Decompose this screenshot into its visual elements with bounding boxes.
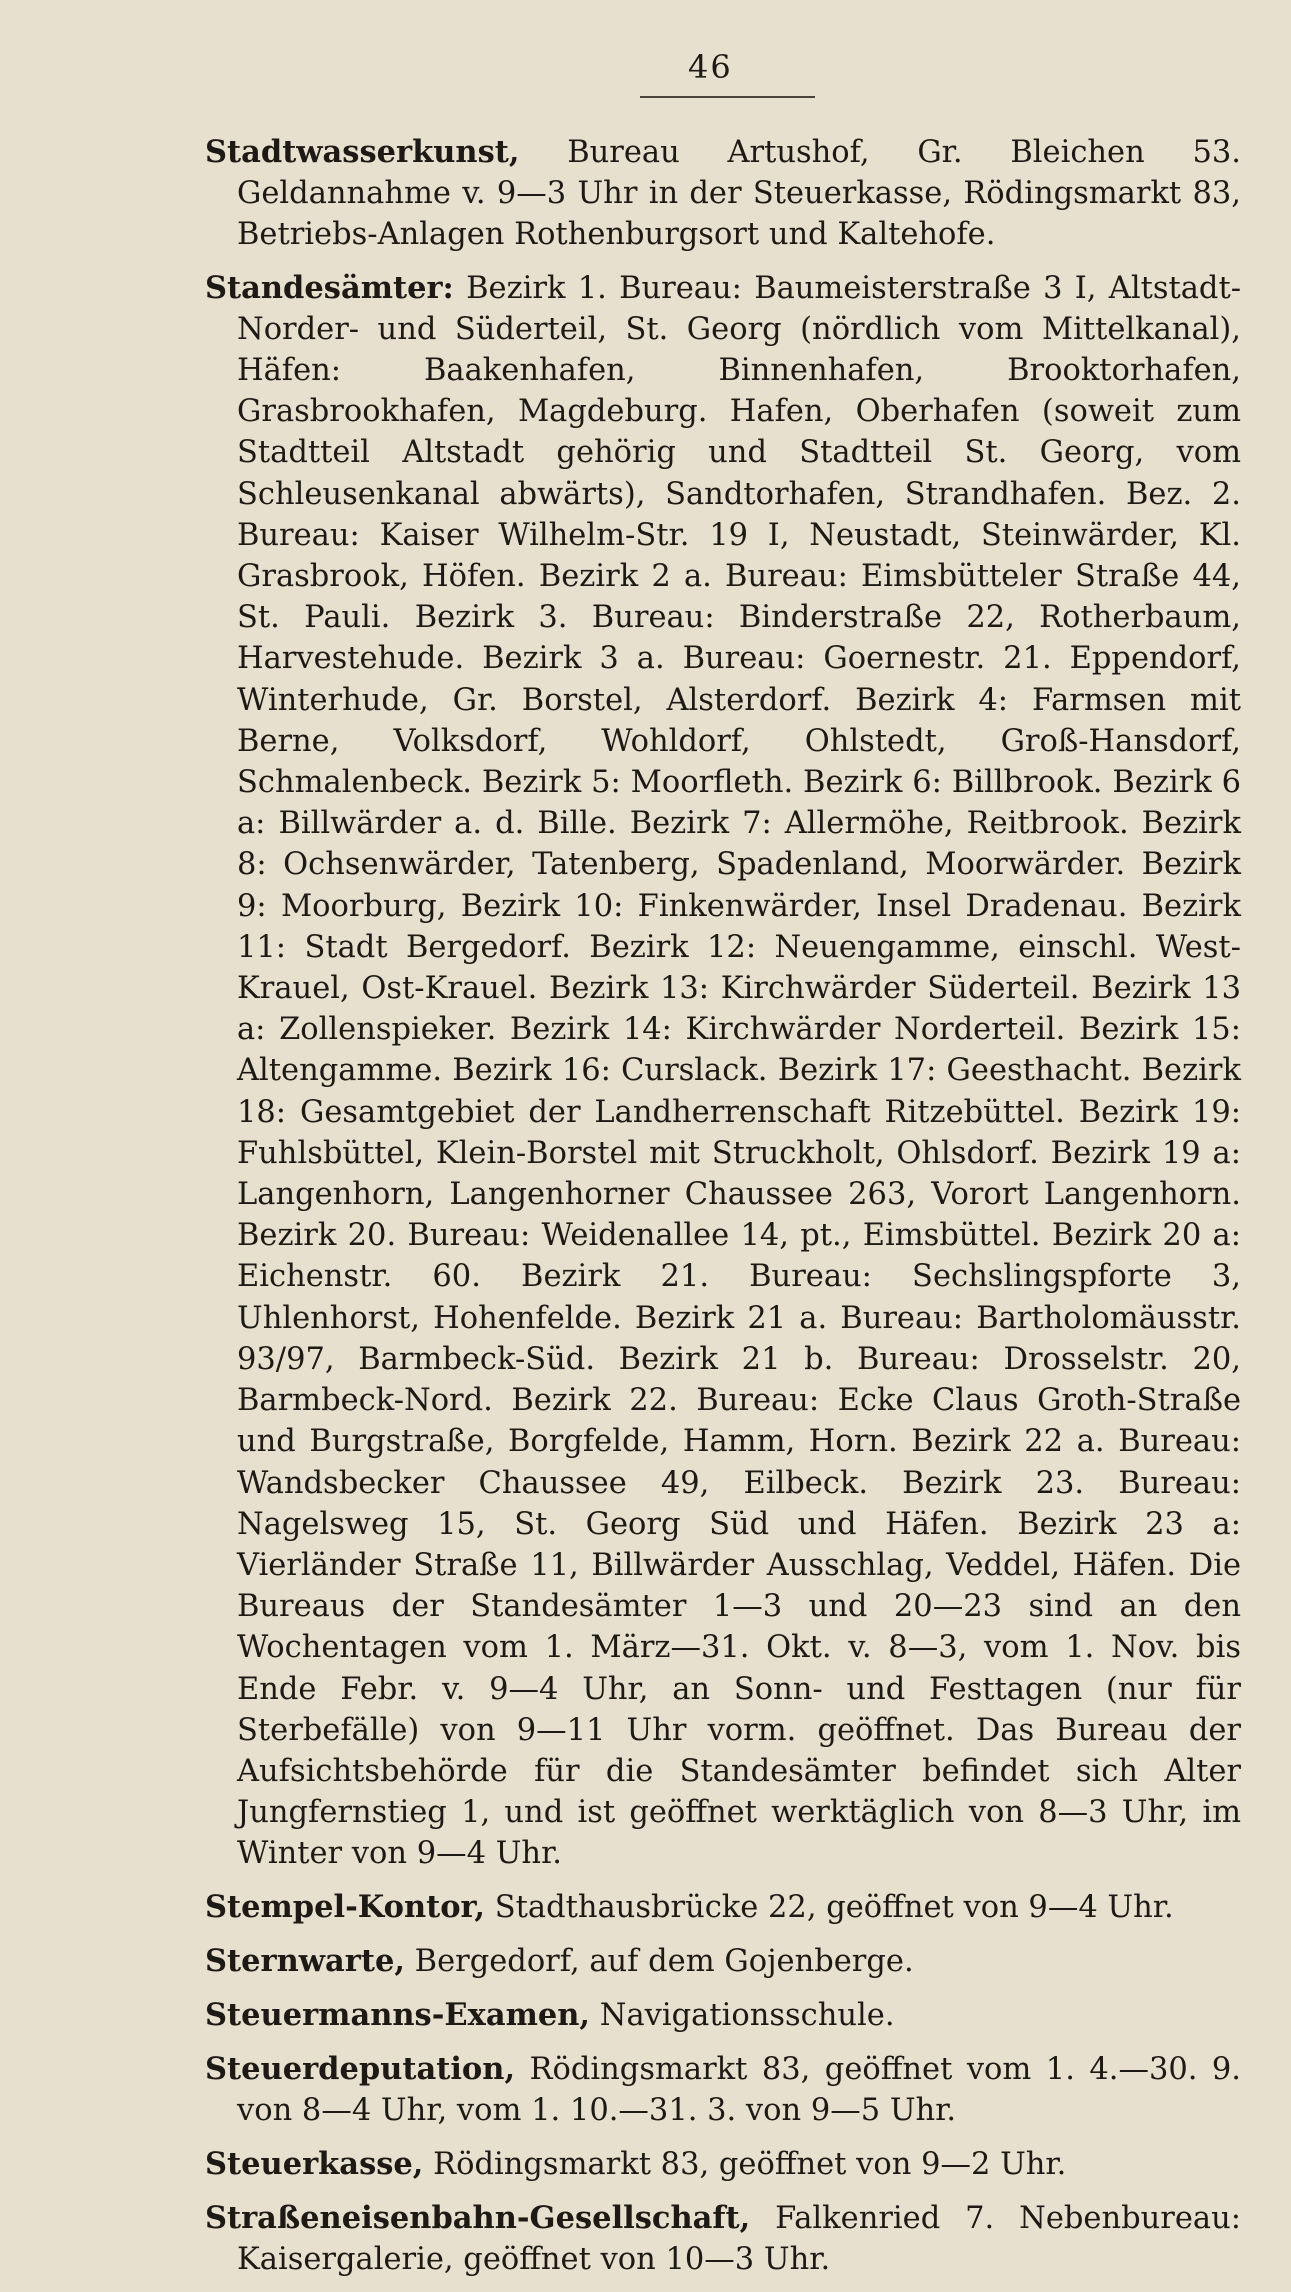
entry-text: Stadthausbrücke 22, geöffnet von 9—4 Uhr. <box>494 1889 1174 1925</box>
entry-term: Standesämter: <box>205 269 454 306</box>
entry-stadtwasserkunst <box>205 132 1241 256</box>
entry-steuerdeputation <box>205 2049 1241 2131</box>
entry-text: Rödingsmarkt 83, geöffnet vom 1. 4.—30. 9. von 8—4 Uhr, vom 1. 10.—31. 3. von 9—5 Uhr. <box>237 2052 1241 2129</box>
entry-stempel-kontor <box>205 1887 1241 1928</box>
entry-text: Bezirk 1. Bureau: Baumeisterstraße 3 I, Altstadt-Norder- und Süderteil, St. Georg (nördlich vom Mittelkanal), Häfen: Baakenhafen, Binnenhafen, Brooktorhafen, Grasbrookhafen, Magdeburg. Hafen, Oberhafen (soweit zum Stadtteil Altstadt gehörig und Stadtteil St. Georg, vom Schleusenkanal abwärts), Sandtorhafen, Strandhafen. Bez. 2. Bureau: Kaiser Wilhelm-Str. 19 I, Neustadt, Steinwärder, Kl. Grasbrook, Höfen. Bezirk 2 a. Bureau: Eimsbütteler Straße 44, St. Pauli. Bezirk 3. Bureau: Binderstraße 22, Rotherbaum, Harvestehude. Bezirk 3 a. Bureau: Goernestr. 21. Eppendorf, Winterhude, Gr. Borstel, Alsterdorf. Bezirk 4: Farmsen mit Berne, Volksdorf, Wohldorf, Ohlstedt, Groß-Hansdorf, Schmalenbeck. Bezirk 5: Moorfleth. Bezirk 6: Billbrook. Bezirk 6 a: Billwärder a. d. Bille. Bezirk 7: Allermöhe, Reitbrook. Bezirk 8: Ochsenwärder, Tatenberg, Spadenland, Moorwärder. Bezirk 9: Moorburg, Bezirk 10: Finkenwärder, Insel Dradenau. Bezirk 11: Stadt Bergedorf. Bezirk 12: Neuengamme, einschl. West-Krauel, Ost-Krauel. Bezirk 13: Kirchwärder Süderteil. Bezirk 13 a: Zollenspieker. Bezirk 14: Kirchwärder Norderteil. Bezirk 15: Altengamme. Bezirk 16: Curslack. Bezirk 17: Geesthacht. Bezirk 18: Gesamtgebiet der Landherrenschaft Ritzebüttel. Bezirk 19: Fuhlsbüttel, Klein-Borstel mit Struckholt, Ohlsdorf. Bezirk 19 a: Langenhorn, Langenhorner Chaussee 263, Vorort Langenhorn. Bezirk 20. Bureau: Weidenallee 14, pt., Eimsbüttel. Bezirk 20 a: Eichenstr. 60. Bezirk 21. Bureau: Sechslingspforte 3, Uhlenhorst, Hohenfelde. Bezirk 21 a. Bureau: Bartholomäusstr. 93/97, Barmbeck-Süd. Bezirk 21 b. Bureau: Drosselstr. 20, Barmbeck-Nord. Bezirk 22. Bureau: Ecke Claus Groth-Straße und Burgstraße, Borgfelde, Hamm, Horn. Bezirk 22 a. Bureau: Wandsbecker Chaussee 49, Eilbeck. Bezirk 23. Bureau: Nagelsweg 15, St. Georg Süd und Häfen. Bezirk 23 a: Vierländer Straße 11, Billwärder Ausschlag, Veddel, Häfen. Die Bureaus der Standesämter 1—3 und 20—23 sind an den Wochentagen vom 1. März—31. Okt. v. 8—3, vom 1. Nov. bis Ende Febr. v. 9—4 Uhr, an Sonn- und Festtagen (nur für Sterbefälle) von 9—11 Uhr vorm. geöffnet. Das Bureau der Aufsichtsbehörde für die Standesämter befindet sich Alter Jungfernstieg 1, und ist geöffnet werktäglich von 8—3 Uhr, im Winter von 9—4 Uhr. <box>237 270 1242 1872</box>
entry-term: Steuerkasse, <box>205 2145 424 2182</box>
entry-term: Stadtwasserkunst, <box>205 134 520 170</box>
entry-term: Straßeneisenbahn-Gesellschaft, <box>205 2199 751 2236</box>
directory-entries <box>205 132 1241 2292</box>
page-number: 46 <box>688 48 733 86</box>
entry-sternwarte <box>205 1941 1241 1982</box>
entry-standesaemter <box>205 268 1241 1875</box>
entry-steuermanns-examen <box>205 1995 1241 2036</box>
entry-term: Sternwarte, <box>205 1942 405 1979</box>
entry-text: Rödingsmarkt 83, geöffnet von 9—2 Uhr. <box>433 2146 1067 2182</box>
entry-term: Stempel-Kontor, <box>205 1888 486 1925</box>
entry-text: Falkenried 7. Nebenbureau: Kaisergalerie, geöffnet von 10—3 Uhr. <box>237 2200 1241 2277</box>
entry-text: Bergedorf, auf dem Gojenberge. <box>414 1943 914 1979</box>
entry-strasseneisenbahn-gesellschaft <box>205 2198 1241 2280</box>
entry-term: Steuermanns-Examen, <box>205 1996 591 2033</box>
entry-text: Bureau Artushof, Gr. Bleichen 53. Geldannahme v. 9—3 Uhr in der Steuerkasse, Rödingsmarkt 83, Betriebs-Anlagen Rothenburgsort und Kaltehofe. <box>237 135 1241 253</box>
entry-text: Navigationsschule. <box>599 1997 895 2033</box>
entry-steuerkasse <box>205 2144 1241 2185</box>
entry-term: Steuerdeputation, <box>205 2051 516 2088</box>
page-number-rule <box>640 96 815 98</box>
